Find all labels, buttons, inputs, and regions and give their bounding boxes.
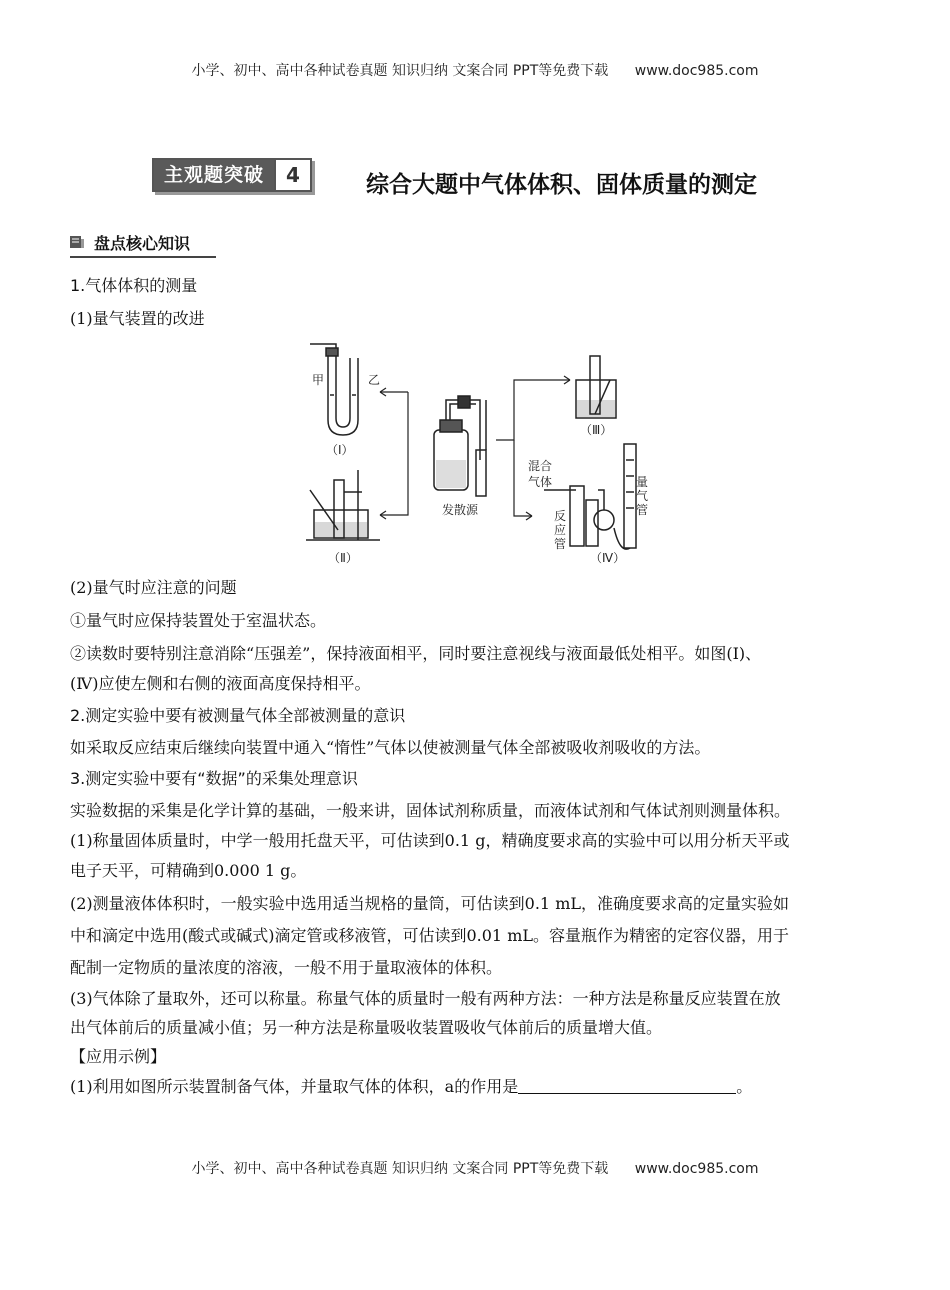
answer-blank[interactable] [518,1077,736,1094]
para-3-2: (2)测量液体体积时，一般实验中选用适当规格的量筒，可估读到0.1 mL，准确度要求高的定量实验如 [70,894,789,913]
label-fig3: （Ⅲ） [580,423,613,437]
label-jia: 甲 [312,373,325,387]
label-mixed-2: 气体 [528,475,553,489]
para-3-1-cont: 电子天平，可精确到0.000 1 g。 [70,861,307,880]
label-mixed-1: 混合 [528,459,553,473]
header-url[interactable]: www.doc985.com [634,63,759,79]
header-text: 小学、初中、高中各种试卷真题 知识归纳 文案合同 PPT等免费下载 [191,63,609,79]
beaker-cylinder-apparatus [306,470,380,540]
para-3-1: (1)称量固体质量时，中学一般用托盘天平，可估读到0.1 g，精确度要求高的实验中可以用分析天平或 [70,831,790,850]
para-1-2-b-cont: (Ⅳ)应使左侧和右侧的液面高度保持相平。 [70,674,371,693]
para-1-2-b: ②读数时要特别注意消除“压强差”，保持液面相平，同时要注意视线与液面最低处相平。如图(Ⅰ)、 [70,644,762,663]
apparatus-figure [300,340,670,570]
title-row [152,156,852,200]
topic-badge [152,158,312,192]
label-fig2: （Ⅱ） [328,551,358,565]
label-rtube-2: 应 [554,523,567,537]
example-question-1 [70,1076,752,1098]
para-1-2-a: ①量气时应保持装置处于室温状态。 [70,611,327,630]
footer-url[interactable]: www.doc985.com [634,1161,759,1177]
label-fig4: （Ⅳ） [590,551,626,565]
label-gtube-1: 量 [636,475,649,489]
badge-label: 主观题突破 [154,160,274,190]
label-rtube-3: 管 [554,537,567,551]
para-3-2-cont: 中和滴定中选用(酸式或碱式)滴定管或移液管，可估读到0.01 mL。容量瓶作为精密的定容仪器，用于 [70,926,789,945]
page-footer [0,1158,950,1178]
heading-1: 1.气体体积的测量 [70,276,198,295]
gas-generator [434,396,486,496]
heading-3: 3.测定实验中要有“数据”的采集处理意识 [70,769,358,788]
para-3-3: (3)气体除了量取外，还可以称量。称量气体的质量时一般有两种方法：一种方法是称量反应装置在放 [70,989,781,1008]
section-title: 盘点核心知识 [94,234,191,253]
arrows [380,376,570,520]
label-source: 发散源 [442,503,479,517]
example-heading: 【应用示例】 [70,1047,167,1066]
u-tube-apparatus [310,344,358,435]
book-icon [70,235,84,249]
para-3-2-cont2: 配制一定物质的量浓度的溶液，一般不用于量取液体的体积。 [70,958,503,977]
label-gtube-2: 气 [636,489,649,503]
badge-number: 4 [274,160,310,190]
para-1-1: (1)量气装置的改进 [70,309,205,328]
footer-text: 小学、初中、高中各种试卷真题 知识归纳 文案合同 PPT等免费下载 [191,1161,609,1177]
label-yi: 乙 [368,373,381,387]
heading-2: 2.测定实验中要有被测量气体全部被测量的意识 [70,706,406,725]
section-heading [70,230,216,258]
para-2: 如采取反应结束后继续向装置中通入“惰性”气体以使被测量气体全部被吸收剂吸收的方法。 [70,738,711,757]
label-fig1: （Ⅰ） [326,443,354,457]
para-3-3-cont: 出气体前后的质量减小值；另一种方法是称量吸收装置吸收气体前后的质量增大值。 [70,1018,663,1037]
para-3: 实验数据的采集是化学计算的基础，一般来讲，固体试剂称质量，而液体试剂和气体试剂则测量体积。 [70,801,791,820]
label-rtube-1: 反 [554,509,567,523]
question-text: (1)利用如图所示装置制备气体，并量取气体的体积，a的作用是 [70,1077,519,1096]
label-gtube-3: 管 [636,503,649,517]
page-header [0,60,950,80]
para-1-2: (2)量气时应注意的问题 [70,578,237,597]
page-title: 综合大题中气体体积、固体质量的测定 [366,172,757,198]
question-end: 。 [736,1077,753,1096]
inverted-cylinder-apparatus [576,356,616,418]
